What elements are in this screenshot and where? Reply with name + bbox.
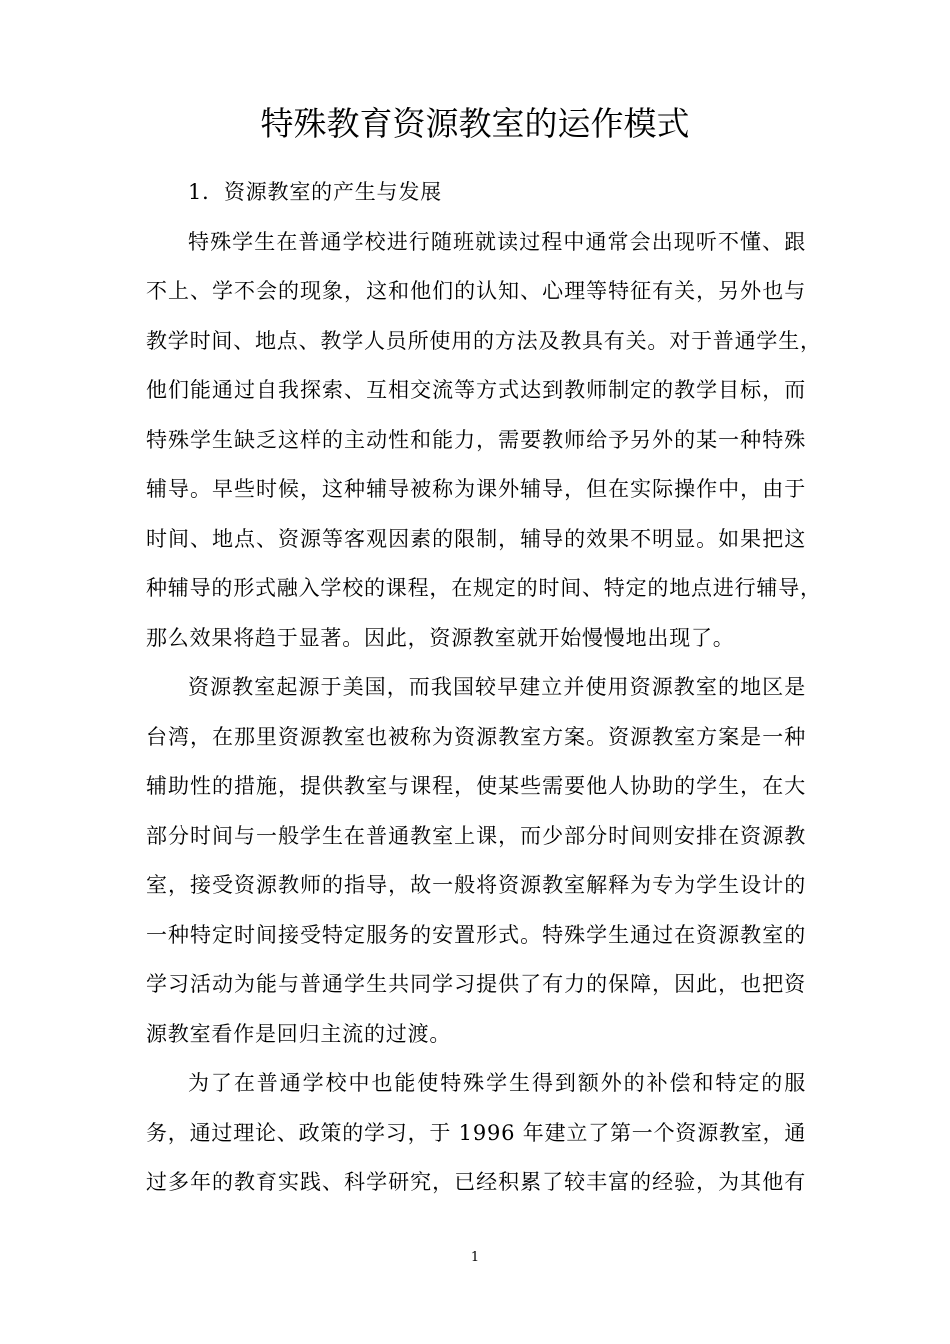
document-body [146, 168, 822, 1208]
paragraph-line: 特殊学生在普通学校进行随班就读过程中通常会出现听不懂、跟 [188, 229, 806, 254]
paragraph-line: 源教室看作是回归主流的过渡。 [146, 1021, 452, 1046]
paragraph-line: 台湾，在那里资源教室也被称为资源教室方案。资源教室方案是一种 [146, 724, 806, 749]
paragraph-line: 部分时间与一般学生在普通教室上课，而少部分时间则安排在资源教 [146, 823, 806, 848]
paragraph-line: 特殊学生缺乏这样的主动性和能力，需要教师给予另外的某一种特殊 [146, 427, 806, 452]
paragraph-line: 过多年的教育实践、科学研究，已经积累了较丰富的经验，为其他有 [146, 1170, 806, 1194]
document-title: 特殊教育资源教室的运作模式 [260, 104, 690, 143]
section-heading: 1．资源教室的产生与发展 [188, 180, 442, 204]
paragraph-line: 辅助性的措施，提供教室与课程，使某些需要他人协助的学生，在大 [146, 774, 806, 798]
paragraph [146, 663, 806, 1059]
paragraph-line: 为了在普通学校中也能使特殊学生得到额外的补偿和特定的服 [188, 1071, 806, 1095]
paragraph-line: 不上、学不会的现象，这和他们的认知、心理等特征有关，另外也与 [146, 279, 806, 303]
paragraph-line: 资源教室起源于美国，而我国较早建立并使用资源教室的地区是 [188, 675, 806, 699]
paragraph-line: 辅导。早些时候，这种辅导被称为课外辅导，但在实际操作中，由于 [146, 477, 806, 501]
paragraph [146, 218, 822, 664]
paragraph-line: 一种特定时间接受特定服务的安置形式。特殊学生通过在资源教室的 [146, 922, 806, 947]
paragraph-line: 室，接受资源教师的指导，故一般将资源教室解释为专为学生设计的 [146, 873, 806, 897]
page-number: 1 [470, 1250, 480, 1265]
paragraph-line: 那么效果将趋于显著。因此，资源教室就开始慢慢地出现了。 [146, 625, 735, 650]
paragraph-line: 学习活动为能与普通学生共同学习提供了有力的保障，因此，也把资 [146, 972, 806, 996]
paragraph-line: 种辅导的形式融入学校的课程，在规定的时间、特定的地点进行辅导， [146, 576, 822, 600]
paragraph-line: 时间、地点、资源等客观因素的限制，辅导的效果不明显。如果把这 [146, 526, 806, 551]
paragraph-line: 教学时间、地点、教学人员所使用的方法及教具有关。对于普通学生， [146, 328, 822, 353]
paragraph-line: 他们能通过自我探索、互相交流等方式达到教师制定的教学目标，而 [146, 378, 806, 402]
paragraph-line: 务，通过理论、政策的学习，于 1996 年建立了第一个资源教室，通 [146, 1120, 807, 1145]
paragraph [146, 1059, 806, 1208]
